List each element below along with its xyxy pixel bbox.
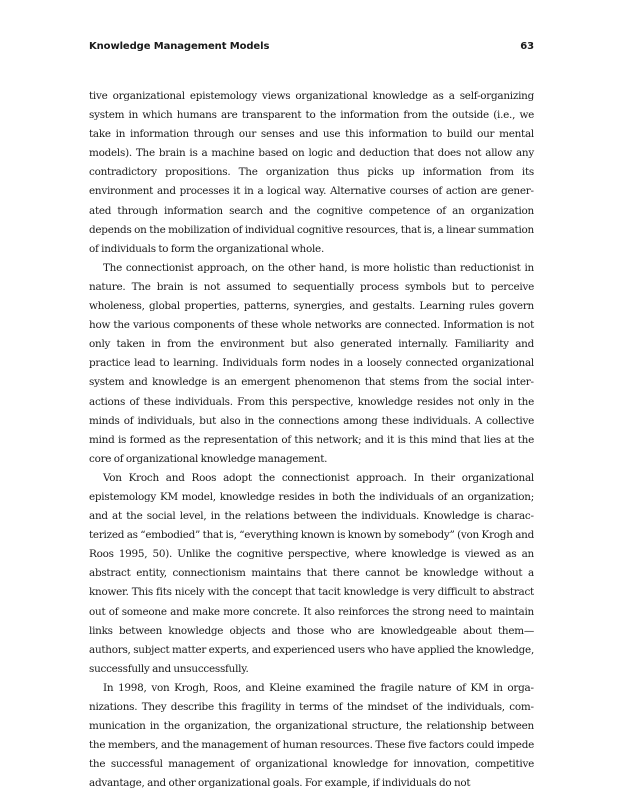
running-header [89,41,534,57]
paragraph: The connectionist approach, on the other hand, is more holistic than reductionist in nature. The brain is not assumed to sequentially process symbols but to perceive wholeness, global properties, patterns, synergies, and gestalts. Learning rules govern how the various components of these whole networks are connected. Information is not only taken in from the environment but also generated internally. Familiarity and practice lead to learning. Individuals form nodes in a loosely connected organizational system and knowledge is an emergent phenomenon that stems from the social interactions of these individuals. From this perspective, knowledge resides not only in the minds of individuals, but also in the connections among these individuals. A collective mind is formed as the representation of this network; and it is this mind that lies at the core of organizational knowledge management. [89,261,534,465]
body-text [89,87,534,793]
paragraph: tive organizational epistemology views organizational knowledge as a self-organizing system in which humans are transparent to the information from the outside (i.e., we take in information through our senses and use this information to build our mental models). The brain is a machine based on logic and deduction that does not allow any contradictory propositions. The organization thus picks up information from its environment and processes it in a logical way. Alternative courses of action are generated through information search and the cognitive competence of an organization depends on the mobilization of individual cognitive resources, that is, a linear summation of individuals to form the organizational whole. [89,90,534,255]
paragraph: Von Kroch and Roos adopt the connectionist approach. In their organizational epistemology KM model, knowledge resides in both the individuals of an organization; and at the social level, in the relations between the individuals. Knowledge is characterized as “embodied” that is, “everything known is known by somebody” (von Krogh and Roos 1995, 50). Unlike the cognitive perspective, where knowledge is viewed as an abstract entity, connectionism maintains that there cannot be knowledge without a knower. This fits nicely with the concept that tacit knowledge is very difficult to abstract out of someone and make more concrete. It also reinforces the strong need to maintain links between knowledge objects and those who are knowledgeable about them—authors, subject matter experts, and experienced users who have applied the knowledge, successfully and unsuccessfully. [89,471,534,675]
running-header-title: Knowledge Management Models [89,41,270,52]
page-number: 63 [520,41,534,52]
paragraph: In 1998, von Krogh, Roos, and Kleine examined the fragile nature of KM in organizations. They describe this fragility in terms of the mindset of the individuals, communication in the organization, the organizational structure, the relationship between the members, and the management of human resources. These five factors could impede the successful management of organizational knowledge for innovation, competitive advantage, and other organizational goals. For example, if individuals do not [89,681,534,790]
